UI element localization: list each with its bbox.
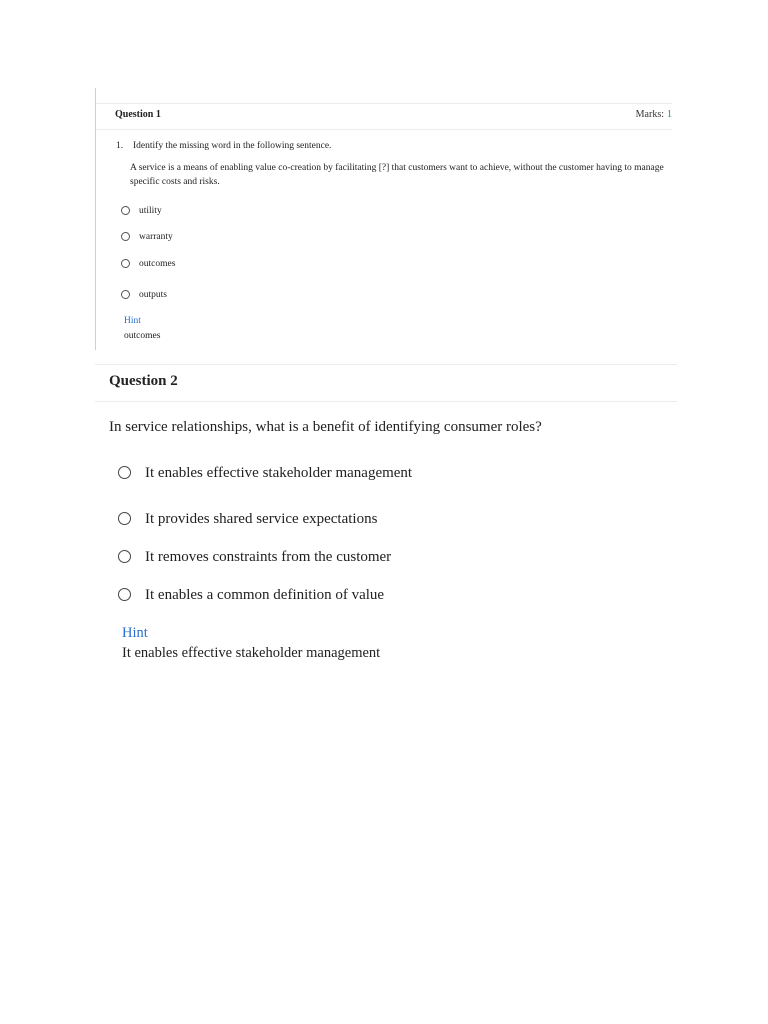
- question-1-option-outcomes[interactable]: [121, 259, 175, 269]
- question-2-option-4[interactable]: [118, 587, 384, 604]
- marks-value: 1: [667, 109, 672, 120]
- question-2-prompt: In service relationships, what is a benefit of identifying consumer roles?: [109, 419, 542, 435]
- question-1-hint-link[interactable]: Hint: [124, 316, 141, 326]
- question-1-option-warranty[interactable]: [121, 232, 173, 242]
- radio-button[interactable]: [121, 290, 130, 299]
- question-1-marks: [636, 109, 672, 120]
- question-2-option-3[interactable]: [118, 549, 391, 566]
- question-1-option-utility[interactable]: [121, 206, 162, 216]
- marks-label: Marks:: [635, 109, 664, 120]
- radio-button[interactable]: [121, 232, 130, 241]
- question-2-hint-link[interactable]: Hint: [122, 625, 148, 641]
- question-1-block: [95, 88, 678, 350]
- option-label: It removes constraints from the customer: [145, 549, 392, 565]
- question-1-number: 1.: [116, 141, 124, 151]
- radio-button[interactable]: [118, 550, 131, 563]
- radio-button[interactable]: [121, 206, 130, 215]
- question-1-title: Question 1: [115, 109, 161, 120]
- option-label: outcomes: [139, 259, 176, 269]
- question-1-answer: outcomes: [124, 331, 161, 341]
- question-1-option-outputs[interactable]: [121, 290, 167, 300]
- radio-button[interactable]: [121, 259, 130, 268]
- question-1-prompt: Identify the missing word in the following sentence.: [133, 141, 332, 151]
- radio-button[interactable]: [118, 512, 131, 525]
- question-2-title: Question 2: [109, 373, 178, 389]
- option-label: It enables a common definition of value: [145, 587, 385, 603]
- option-label: It provides shared service expectations: [145, 511, 378, 527]
- question-2-answer: It enables effective stakeholder management: [122, 645, 381, 661]
- radio-button[interactable]: [118, 466, 131, 479]
- option-label: utility: [139, 206, 162, 216]
- option-label: outputs: [139, 290, 167, 300]
- radio-button[interactable]: [118, 588, 131, 601]
- option-label: It enables effective stakeholder management: [145, 465, 413, 481]
- question-2-option-2[interactable]: [118, 511, 377, 528]
- option-label: warranty: [139, 232, 173, 242]
- question-1-sentence: A service is a means of enabling value co-creation by facilitating [?] that customers want to achieve, without the customer having to manage specific costs and risks.: [130, 163, 664, 187]
- question-2-block: [95, 364, 677, 704]
- question-2-header: [95, 364, 677, 402]
- question-1-header: [96, 103, 672, 130]
- question-2-option-1[interactable]: [118, 465, 412, 482]
